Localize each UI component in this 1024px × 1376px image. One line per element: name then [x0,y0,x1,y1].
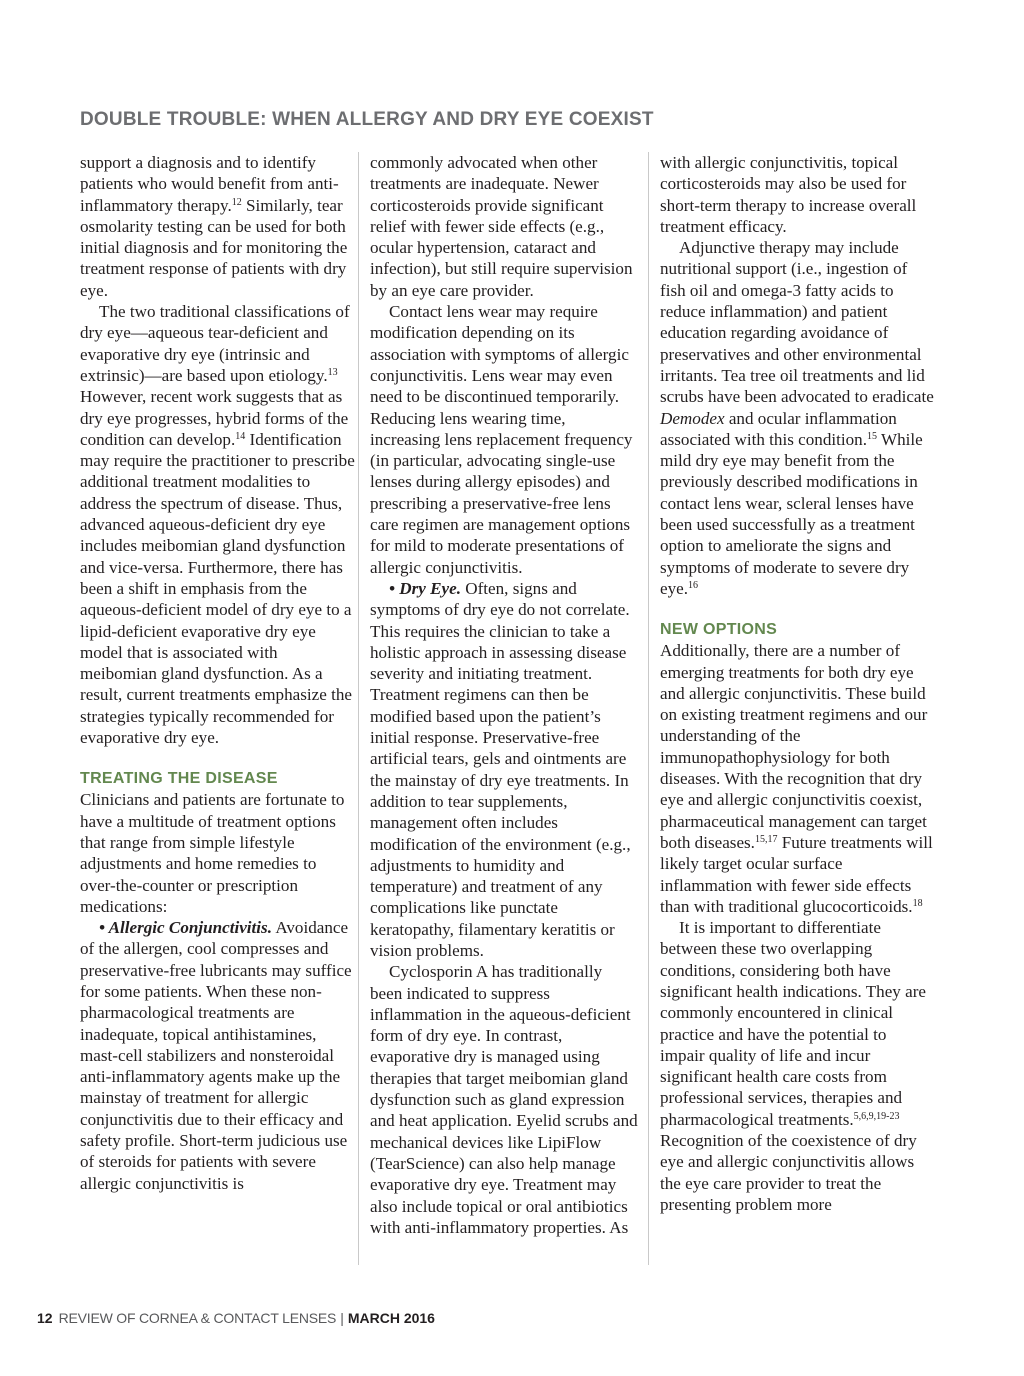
footer-separator: | [340,1310,344,1326]
text: While mild dry eye may benefit from the previously described modifications in contact lens wear, scleral lenses have been used successfully as a treatment option to ameliorate the signs and symptoms of moderate to severe dry eye. [660,429,923,598]
page-footer [37,1310,435,1326]
run-in-heading: • Allergic Conjunctivitis. [99,918,272,938]
text: support a diagnosis and to identify patients who would benefit from anti-inflammatory therapy. [80,153,339,215]
citation: 15 [867,430,877,442]
text: Often, signs and symptoms of dry eye do not correlate. This requires the clinician to take a holistic approach in assessing disease severity and initiating treatment. Treatment regimens can then be modified based upon the patient’s initial response. Preservative-free artificial tears, gels and ointments are the mainstay of dry eye treatments. In addition to tear supplements, management often includes modification of the environment (e.g., adjustments to humidity and temperature) and treatment of any complications like punctate keratopathy, filamentary keratitis or vision problems. [370,578,631,960]
text: Identification may require the practitioner to prescribe additional treatment modalities to address the spectrum of disease. Thus, advanced aqueous-deficient dry eye includes meibomian gland dysfunction and vice-versa. Furthermore, there has been a shift in emphasis from the aqueous-deficient model of dry eye to a lipid-deficient evaporative dry eye model that is associated with meibomian gland dysfunction. As a result, current treatments emphasize the strategies typically recommended for evaporative dry eye. [80,429,355,748]
citation: 14 [235,430,246,442]
paragraph: Clinicians and patients are fortunate to have a multitude of treatment options that range from simple lifestyle adjustments and home remedies to over-the-counter or prescription medications: [80,790,345,916]
italic-term: Demodex [660,408,725,428]
paragraph [660,640,934,917]
paragraph [80,301,356,748]
text: However, recent work suggests that as dry eye progresses, hybrid forms of the condition can develop. [80,387,349,449]
paragraph: commonly advocated when other treatments are inadequate. Newer corticosteroids provide significant relief with fewer side effects (e.g., ocular hypertension, cataract and infection), but still require supervision by an eye care provider. [370,153,633,300]
run-in-heading: • Dry Eye. [389,578,461,598]
paragraph [80,917,356,1194]
text: Recognition of the coexistence of dry eye and allergic conjunctivitis allows the eye care provider to treat the presenting problem more [660,1131,917,1214]
paragraph [80,152,356,301]
citation: 12 [231,196,242,208]
citation: 16 [688,579,698,591]
running-head: DOUBLE TROUBLE: WHEN ALLERGY AND DRY EYE COEXIST [80,109,654,130]
citation: 13 [327,366,338,378]
text: and ocular inflammation associated with this condition. [660,408,897,449]
paragraph: Cyclosporin A has traditionally been indicated to suppress inflammation in the aqueous-deficient form of dry eye. In contrast, evaporative dry is managed using therapies that target meibomian gland dysfunction such as gland expression and heat application. Eyelid scrubs and mechanical devices like LipiFlow (TearScience) can also help manage evaporative dry eye. Treatment may also include topical or oral antibiotics with anti-inflammatory properties. As [370,962,638,1237]
text: The two traditional classifications of dry eye—aqueous tear-deficient and evaporative dry eye (intrinsic and extrinsic)—are based upon etiology. [80,302,350,385]
issue-date: MARCH 2016 [347,1310,435,1326]
text: Avoidance of the allergen, cool compresses and preservative-free lubricants may suffice for some patients. When these non-pharmacological treatments are inadequate, topical antihistamines, mast-cell stabilizers and nonsteroidal anti-inflammatory agents make up the mainstay of treatment for allergic conjunctivitis due to their efficacy and safety profile. Short-term judicious use of steroids for patients with severe allergic conjunctivitis is [80,918,352,1193]
citation: 18 [912,897,923,909]
paragraph [660,237,934,599]
paragraph [370,578,638,961]
column-divider [358,152,359,1265]
page-number: 12 [37,1310,53,1326]
paragraph [660,917,934,1215]
article-column-2 [370,152,638,1238]
column-divider [648,152,649,1265]
text: Additionally, there are a number of emerging treatments for both dry eye and allergic conjunctivitis. These build on existing treatment regimens and our understanding of the immunopathophysiology for both diseases. With the recognition that dry eye and allergic conjunctivitis coexist, pharmaceutical management can target both diseases. [660,641,928,852]
text: It is important to differentiate between these two overlapping conditions, considering both have significant health indications. They are commonly encountered in clinical practice and have the potential to impair quality of life and incur significant health care costs from professional services, therapies and pharmacological treatments. [660,918,926,1129]
citation: 5,6,9,19-23 [853,1110,900,1122]
article-column-1 [80,152,356,1194]
text: Adjunctive therapy may include nutritional support (i.e., ingestion of fish oil and omega-3 fatty acids to reduce inflammation) and patient education regarding avoidance of preservatives and other environmental irritants. Tea tree oil treatments and lid scrubs have been advocated to eradicate [660,238,934,407]
publication-name: REVIEW OF CORNEA & CONTACT LENSES [58,1310,337,1326]
article-column-3 [660,152,934,1215]
section-heading: TREATING THE DISEASE [80,770,278,788]
paragraph: with allergic conjunctivitis, topical corticosteroids may also be used for short-term therapy to increase overall treatment efficacy. [660,153,917,236]
text: Future treatments will likely target ocular surface inflammation with fewer side effects than with traditional glucocorticoids. [660,832,933,916]
paragraph: Contact lens wear may require modification depending on its association with symptoms of allergic conjunctivitis. Lens wear may even need to be discontinued temporarily. Reducing lens wearing time, increasing lens replacement frequency (in particular, advocating single-use lenses during allergy episodes) and prescribing a preservative-free lens care regimen are management options for mild to moderate presentations of allergic conjunctivitis. [370,302,633,577]
citation: 15,17 [754,833,778,845]
section-heading: NEW OPTIONS [660,621,778,639]
text: Similarly, tear osmolarity testing can be used for both initial diagnosis and for monitoring the treatment response of patients with dry eye. [80,195,348,300]
